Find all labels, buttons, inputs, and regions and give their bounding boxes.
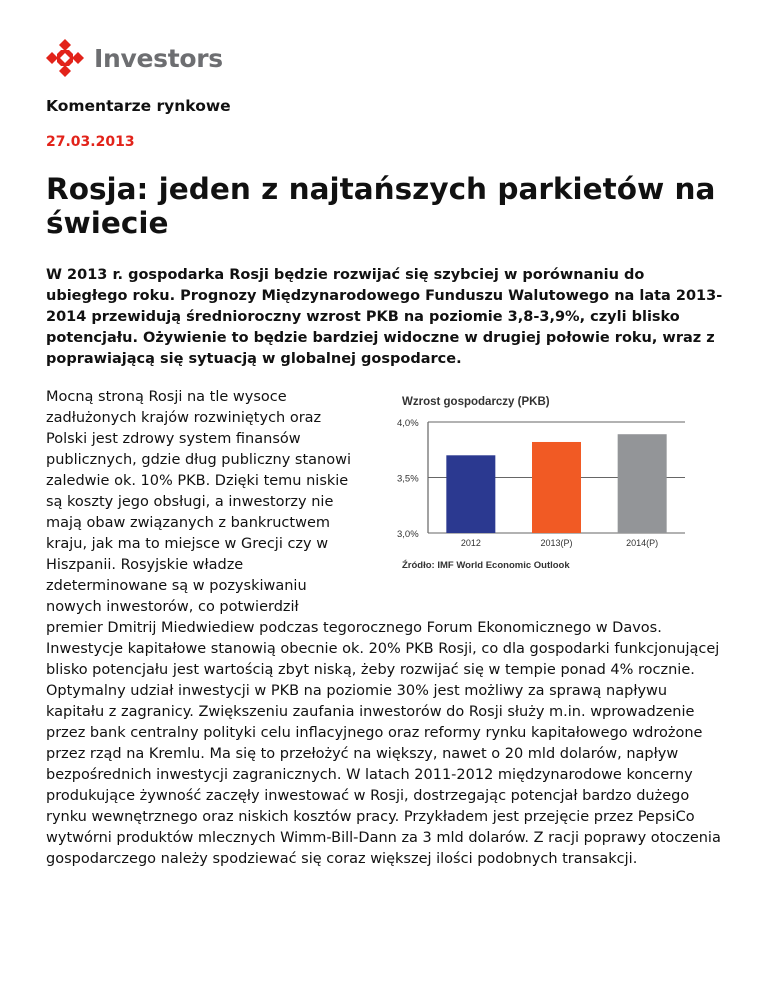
- chart-x-tick-label: 2013(P): [540, 538, 573, 548]
- chart-bars: [446, 434, 666, 533]
- investors-logo[interactable]: [44, 38, 223, 78]
- article-lead: W 2013 r. gospodarka Rosji będzie rozwijać się szybciej w porównaniu do ubiegłego roku. Prognozy Międzynarodowego Funduszu Walutowego na lata 2013-2014 przewidują średnioroczny wzrost PKB na poziomie 3,8-3,9%, czyli blisko potencjału. Ożywienie to będzie bardziej widoczne w drugiej połowie roku, wraz z poprawiającą się sytuacją w globalnej gospodarce.: [46, 267, 723, 367]
- section-label: Komentarze rynkowe: [46, 97, 231, 115]
- chart-y-tick-label: 4,0%: [397, 418, 419, 429]
- chart-x-tick-label: 2012: [460, 538, 481, 548]
- chart-bar: [446, 455, 495, 533]
- publication-date: 27.03.2013: [46, 134, 135, 150]
- article-title: Rosja: jeden z najtańszych parkietów na świecie: [46, 172, 716, 240]
- chart-source: Źródło: IMF World Economic Outlook: [402, 560, 570, 571]
- chart-bar: [532, 442, 581, 533]
- article-body-text: Mocną stroną Rosji na tle wysoce zadłużonych krajów rozwiniętych oraz Polski jest zdrowy system finansów publicznych, gdzie dług publiczny stanowi zaledwie ok. 10% PKB. Dzięki temu niskie są koszty jego obsługi, a inwestorzy nie mają obaw związanych z bankructwem kraju, jak ma to miejsce w Grecji czy w Hiszpanii. Rosyjskie władze zdeterminowane są w pozyskiwaniu nowych inwestorów, co potwierdził premier Dmitrij Miedwiediew podczas tegorocznego Forum Ekonomicznego w Davos. Inwestycje kapitałowe stanowią obecnie ok. 20% PKB Rosji, co dla gospodarki funkcjonującej blisko potencjału jest wartością zbyt niską, żeby rozwijać się w tempie ponad 4% rocznie. Optymalny udział inwestycji w PKB na poziomie 30% jest możliwy za sprawą napływu kapitału z zagranicy. Zwiększeniu zaufania inwestorów do Rosji służy m.in. wprowadzenie przez bank centralny polityki celu inflacyjnego oraz reformy rynku kapitałowego wdrożone przez rząd na Kremlu. Ma się to przełożyć na większy, nawet o 20 mld dolarów, napływ bezpośrednich inwestycji zagranicznych. W latach 2011-2012 międzynarodowe koncerny produkujące żywność zaczęły inwestować w Rosji, dostrzegając potencjał bardzo dużego rynku wewnętrznego oraz niskich kosztów pracy. Przykładem jest przejęcie przez PepsiCo wytwórni produktów mlecznych Wimm-Bill-Dann za 3 mld dolarów. Z racji poprawy otoczenia gospodarczego należy spodziewać się coraz większej ilości podobnych transakcji.: [46, 389, 721, 867]
- investors-logo-icon: [44, 38, 86, 78]
- chart-x-ticks: [461, 538, 658, 548]
- logo-wordmark: Investors: [94, 43, 223, 73]
- chart-y-tick-label: 3,0%: [397, 529, 419, 540]
- gdp-growth-chart: [365, 390, 695, 590]
- chart-x-tick-label: 2014(P): [626, 538, 659, 548]
- chart-y-tick-label: 3,5%: [397, 473, 419, 485]
- chart-title: Wzrost gospodarczy (PKB): [402, 396, 550, 408]
- chart-bar: [618, 434, 667, 533]
- chart-y-ticks: [397, 418, 419, 540]
